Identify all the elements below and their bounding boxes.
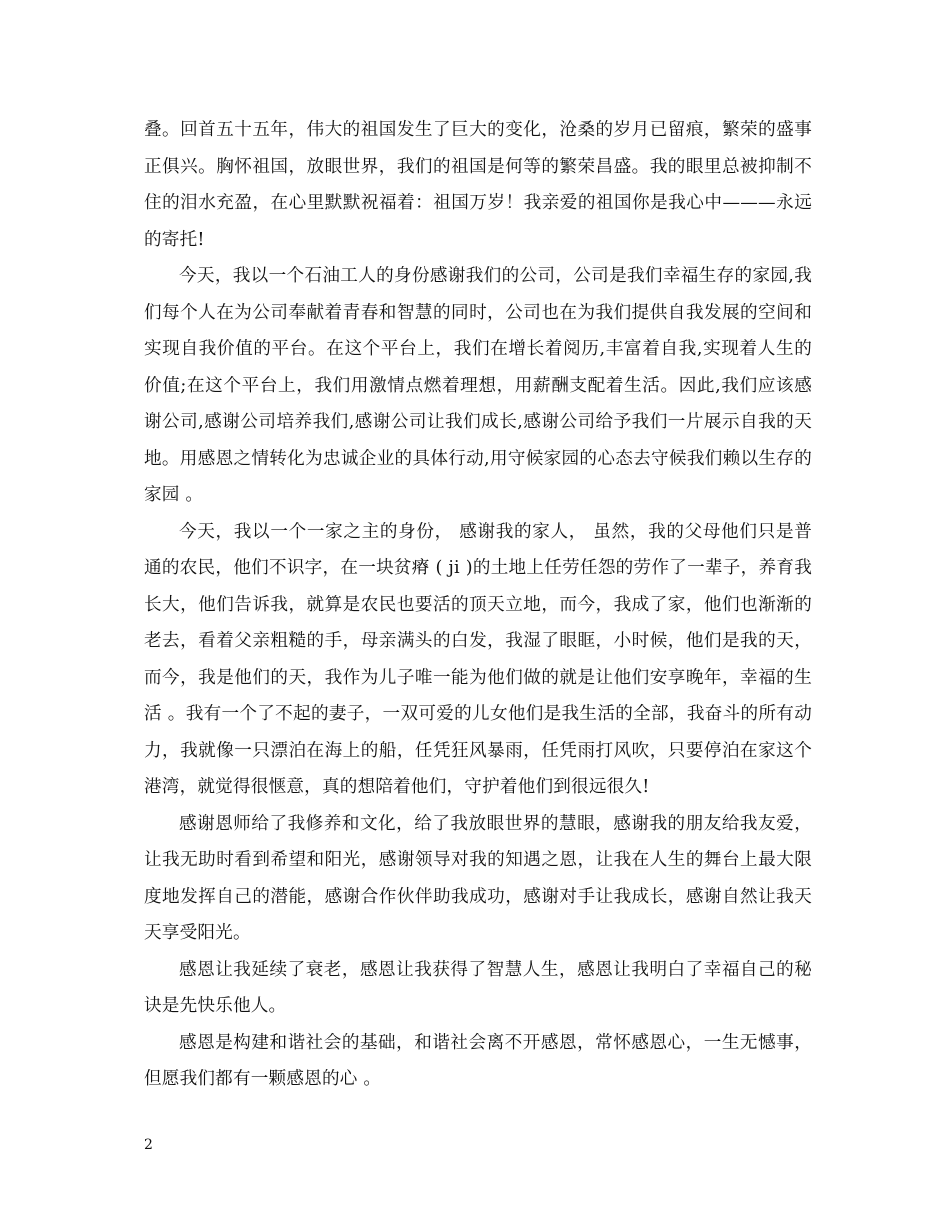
paragraph-5: 感恩让我延续了衰老，感恩让我获得了智慧人生，感恩让我明白了幸福自己的秘诀是先快乐他人。 <box>144 959 812 1016</box>
paragraph-4: 感谢恩师给了我修养和文化，给了我放眼世界的慧眼，感谢我的朋友给我友爱，让我无助时看到希望和阳光，感谢领导对我的知遇之恩，让我在人生的舞台上最大限度地发挥自己的潜能，感谢合作伙伴助我成功，感谢对手让我成长，感谢自然让我天天享受阳光。 <box>144 813 812 943</box>
paragraph-2: 今天，我以一个石油工人的身份感谢我们的公司，公司是我们幸福生存的家园,我们每个人在为公司奉献着青春和智慧的同时，公司也在为我们提供自我发展的空间和实现自我价值的平台。在这个平台上，我们在增长着阅历,丰富着自我,实现着人生的价值;在这个平台上，我们用激情点燃着理想，用薪酬支配着生活。因此,我们应该感谢公司,感谢公司培养我们,感谢公司让我们成长,感谢公司给予我们一片展示自我的天地。用感恩之情转化为忠诚企业的具体行动,用守候家园的心态去守候我们赖以生存的家园 。 <box>144 266 812 505</box>
paragraph-3: 今天，我以一个一家之主的身份， 感谢我的家人， 虽然，我的父母他们只是普通的农民，他们不识字，在一块贫瘠 ( ji )的土地上任劳任怨的劳作了一辈子，养育我长大，他们告诉我，就算是农民也要活的顶天立地，而今，我成了家，他们也渐渐的老去，看着父亲粗糙的手，母亲满头的白发，我湿了眼眶，小时候，他们是我的天，而今，我是他们的天，我作为儿子唯一能为他们做的就是让他们安享晚年，幸福的生活 。我有一个了不起的妻子，一双可爱的儿女他们是我生活的全部，我奋斗的所有动力，我就像一只漂泊在海上的船，任凭狂风暴雨，任凭雨打风吹，只要停泊在家这个港湾，就觉得很惬意，真的想陪着他们，守护着他们到很远很久! <box>144 521 812 797</box>
document-body <box>144 112 812 1098</box>
page-number: 2 <box>144 1137 153 1153</box>
paragraph-1: 叠。回首五十五年，伟大的祖国发生了巨大的变化，沧桑的岁月已留痕，繁荣的盛事正俱兴。胸怀祖国，放眼世界，我们的祖国是何等的繁荣昌盛。我的眼里总被抑制不住的泪水充盈，在心里默默祝福着：祖国万岁！我亲爱的祖国你是我心中———永远的寄托! <box>144 120 812 250</box>
paragraph-6: 感恩是构建和谐社会的基础，和谐社会离不开感恩，常怀感恩心，一生无憾事，但愿我们都有一颗感恩的心 。 <box>144 1032 812 1089</box>
